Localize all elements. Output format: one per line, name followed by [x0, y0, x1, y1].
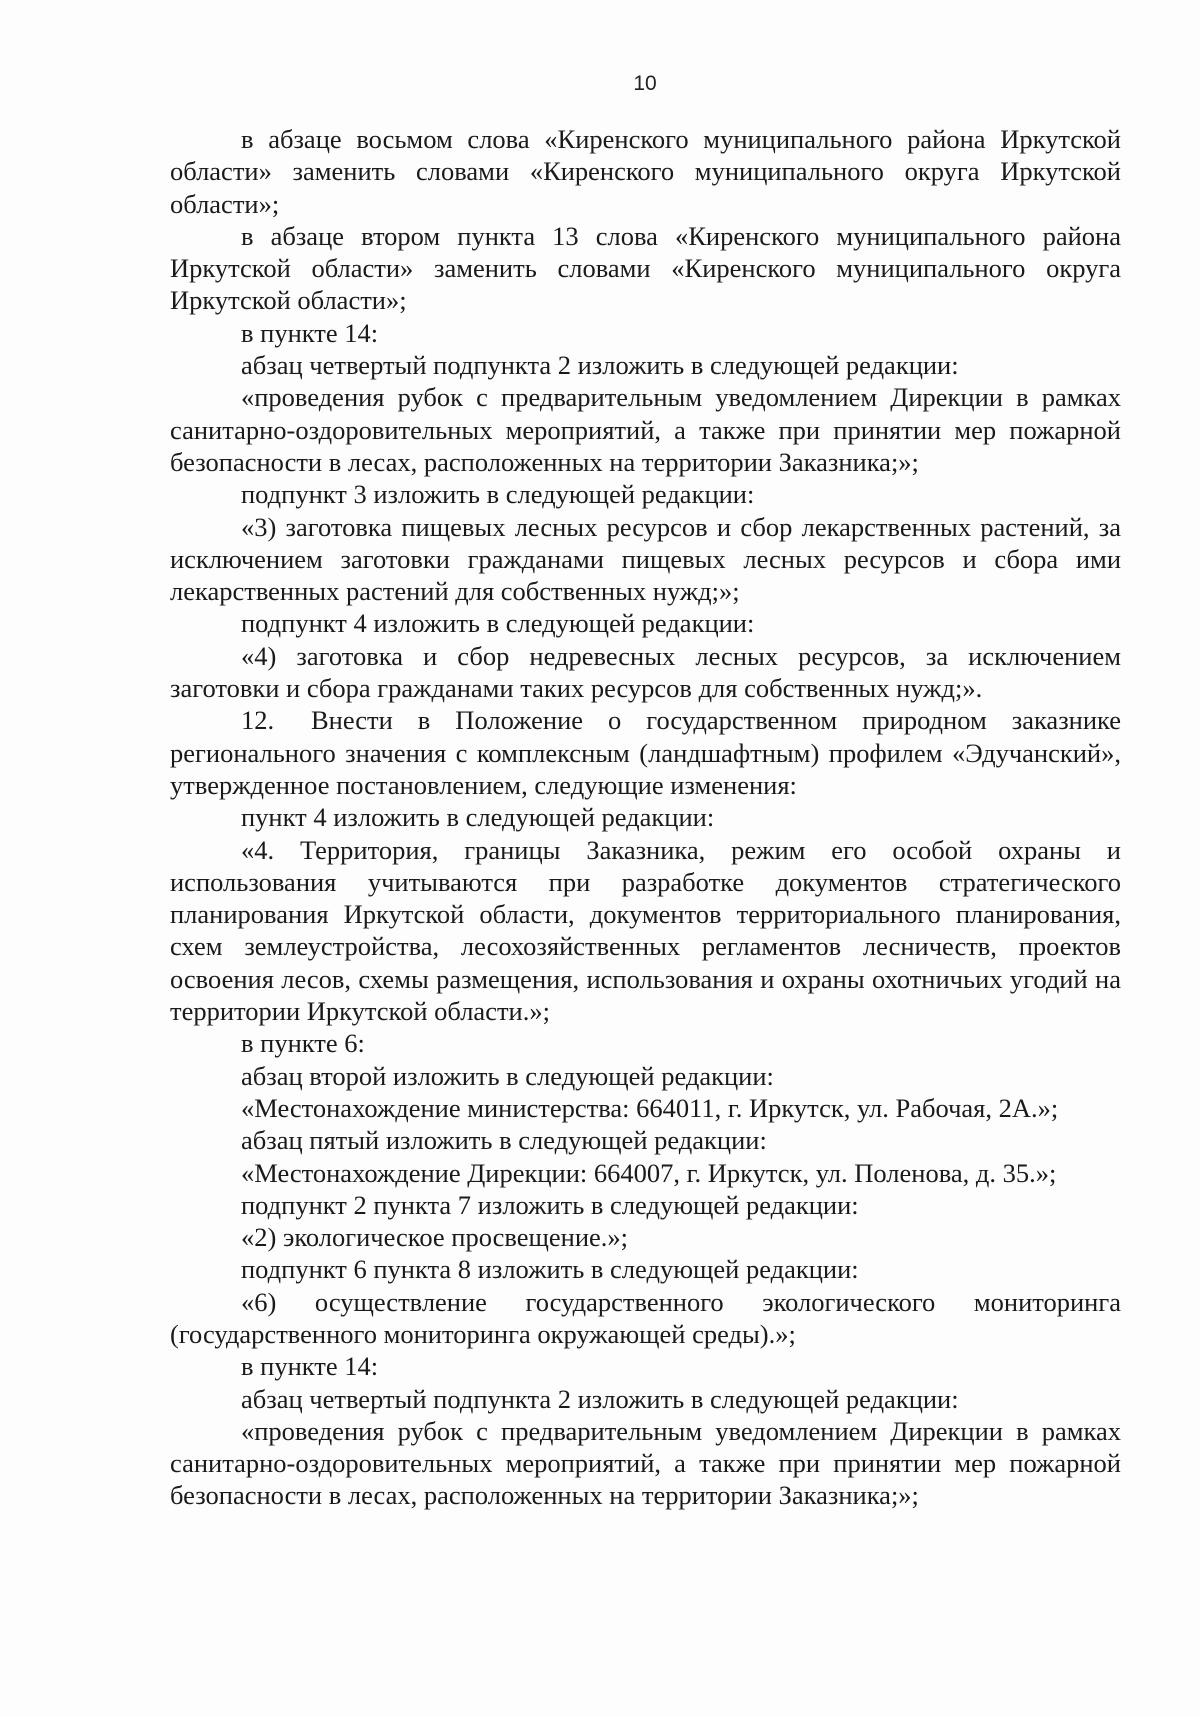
paragraph: подпункт 2 пункта 7 изложить в следующей редакции:: [241, 1189, 859, 1220]
paragraph: «проведения рубок с предварительным уведомлением Дирекции в рамках санитарно-оздоровительных мероприятий, а также при принятии мер пожарной безопасности в лесах, расположенных на территории Заказника;»;: [170, 1415, 1121, 1511]
paragraph: подпункт 6 пункта 8 изложить в следующей редакции:: [241, 1254, 859, 1285]
paragraph: абзац второй изложить в следующей редакции:: [241, 1060, 774, 1091]
paragraph: «проведения рубок с предварительным уведомлением Дирекции в рамках санитарно-оздоровительных мероприятий, а также при принятии мер пожарной безопасности в лесах, расположенных на территории Заказника;»;: [170, 382, 1121, 477]
paragraph: в абзаце восьмом слова «Киренского муниципального района Иркутской области» заменить словами «Киренского муниципального округа Иркутской области»;: [170, 124, 1121, 219]
paragraph: в пункте 14:: [241, 317, 379, 348]
item-number: 12.: [241, 705, 275, 736]
numbered-paragraph: [170, 704, 1121, 801]
paragraph: абзац четвертый подпункта 2 изложить в следующей редакции:: [241, 350, 959, 381]
paragraph: в абзаце втором пункта 13 слова «Киренского муниципального района Иркутской области» заменить словами «Киренского муниципального округа Иркутской области»;: [170, 220, 1121, 316]
paragraph: «Местонахождение министерства: 664011, г. Иркутск, ул. Рабочая, 2А.»;: [241, 1092, 1059, 1123]
paragraph: абзац пятый изложить в следующей редакции:: [241, 1125, 767, 1156]
paragraph-text: Внести в Положение о государственном природном заказнике регионального значения с комплексным (ландшафтным) профилем «Эдучанский», утвержденное постановлением, следующие изменения:: [170, 705, 1121, 800]
paragraph: абзац четвертый подпункта 2 изложить в следующей редакции:: [241, 1383, 959, 1414]
paragraph: пункт 4 изложить в следующей редакции:: [241, 802, 715, 833]
paragraph: «4) заготовка и сбор недревесных лесных ресурсов, за исключением заготовки и сбора гражданами таких ресурсов для собственных нужд;».: [170, 640, 1121, 704]
paragraph: подпункт 4 изложить в следующей редакции:: [241, 608, 755, 639]
paragraph: «4. Территория, границы Заказника, режим его особой охраны и использования учитываются при разработке документов стратегического планирования Иркутской области, документов территориального планирования, схем землеустройства, лесохозяйственных регламентов лесничеств, проектов освоения лесов, схемы размещения, использования и охраны охотничьих угодий на территории Иркутской области.»;: [170, 834, 1121, 1027]
document-body: [170, 123, 1121, 1512]
paragraph: в пункте 14:: [241, 1351, 379, 1382]
page-number: 10: [633, 72, 657, 95]
paragraph: в пункте 6:: [241, 1028, 365, 1059]
paragraph: «2) экологическое просвещение.»;: [241, 1222, 629, 1253]
paragraph: «3) заготовка пищевых лесных ресурсов и сбор лекарственных растений, за исключением заготовки гражданами пищевых лесных ресурсов и сбора ими лекарственных растений для собственных нужд;»;: [170, 511, 1121, 607]
paragraph: «Местонахождение Дирекции: 664007, г. Иркутск, ул. Поленова, д. 35.»;: [241, 1157, 1057, 1188]
paragraph: «6) осуществление государственного экологического мониторинга (государственного мониторинга окружающей среды).»;: [170, 1286, 1121, 1349]
paragraph: подпункт 3 изложить в следующей редакции:: [241, 479, 755, 510]
